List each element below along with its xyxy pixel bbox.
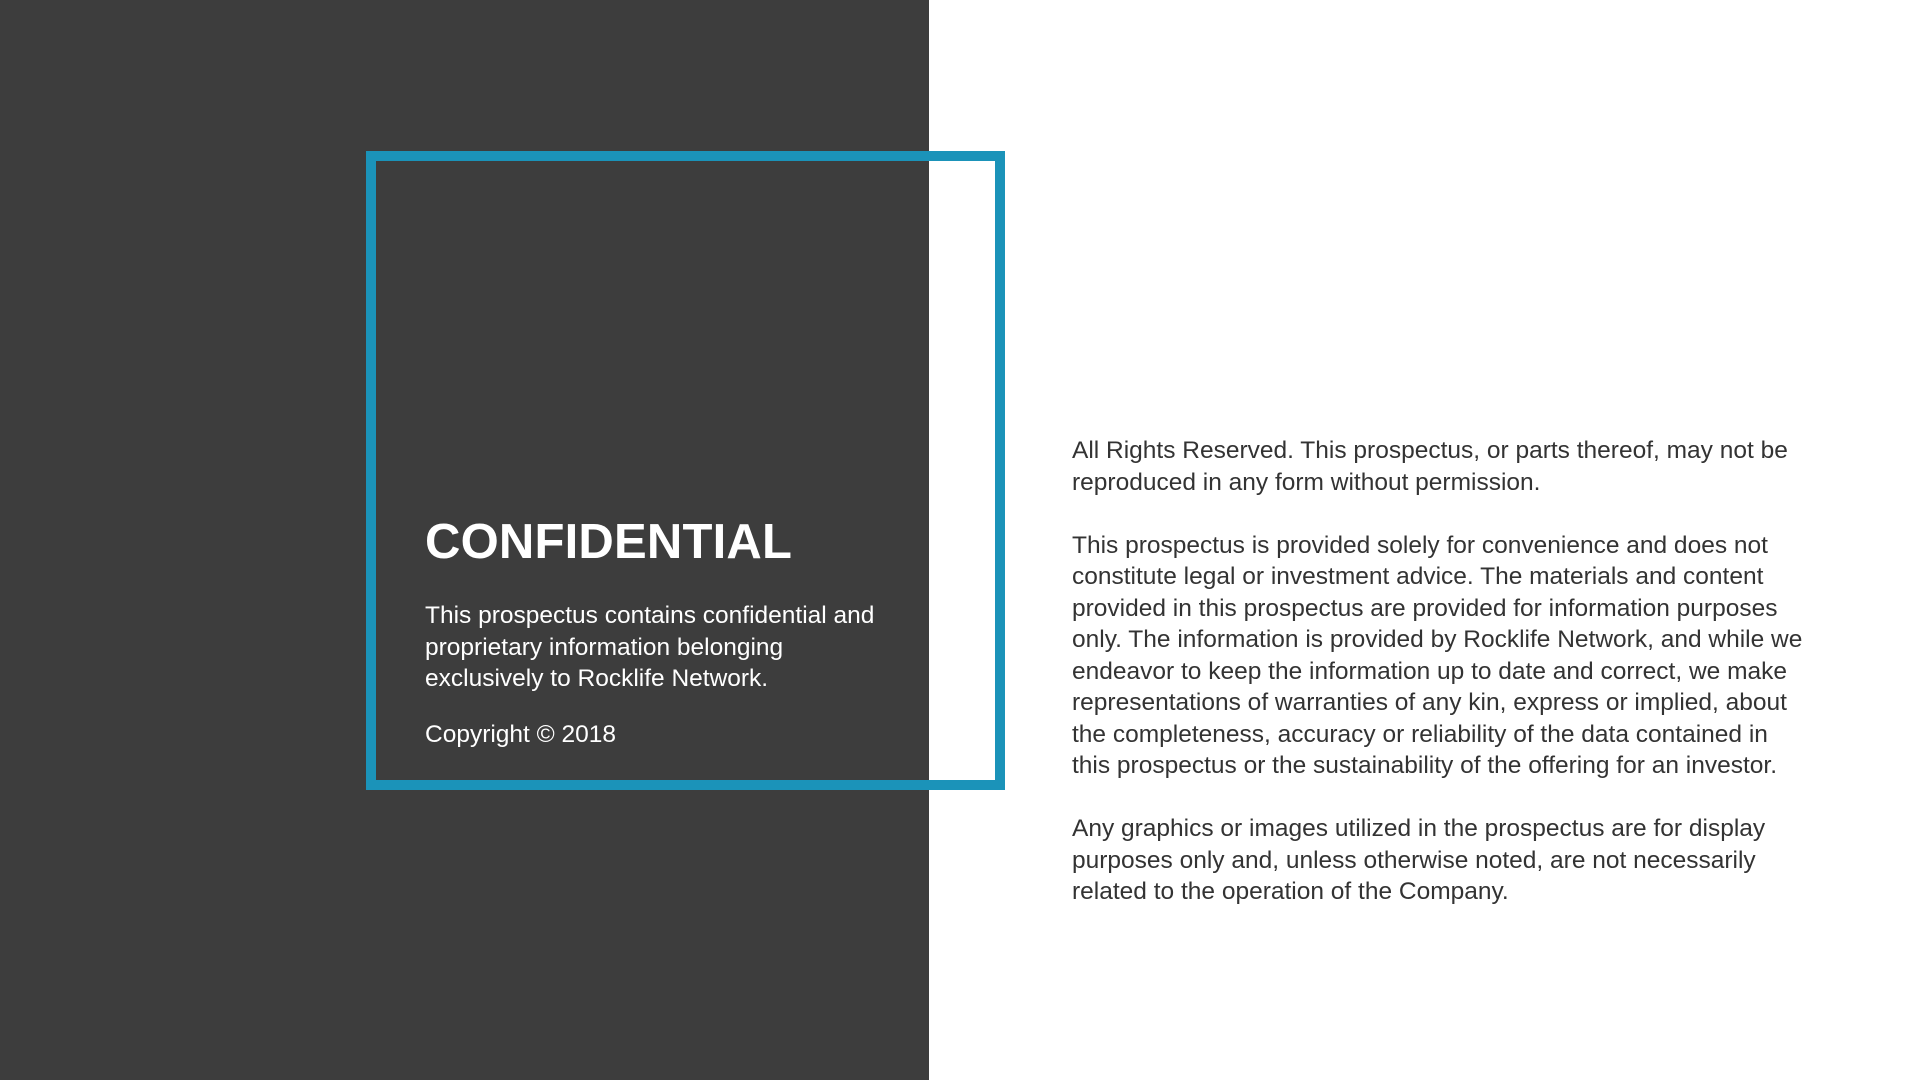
legal-disclaimer [1072,435,1812,908]
confidential-description: This prospectus contains confidential and proprietary information belonging exclusively to Rocklife Network. [425,602,875,692]
investment-disclaimer-paragraph: This prospectus is provided solely for convenience and does not constitute legal or investment advice. The materials and content provided in this prospectus are provided for information purposes only. The information is provided by Rocklife Network, and while we endeavor to keep the information up to date and correct, we make representations of warranties of any kin, express or implied, about the completeness, accuracy or reliability of the data contained in this prospectus or the sustainability of the offering for an investor. [1072,531,1803,779]
graphics-disclaimer-paragraph: Any graphics or images utilized in the prospectus are for display purposes only and, unless otherwise noted, are not necessarily related to the operation of the Company. [1072,815,1766,905]
rights-reserved-paragraph: All Rights Reserved. This prospectus, or parts thereof, may not be reproduced in any form without permission. [1072,437,1788,496]
confidential-notice [425,512,895,750]
confidential-title: CONFIDENTIAL [425,515,793,569]
copyright-notice: Copyright © 2018 [425,720,617,748]
